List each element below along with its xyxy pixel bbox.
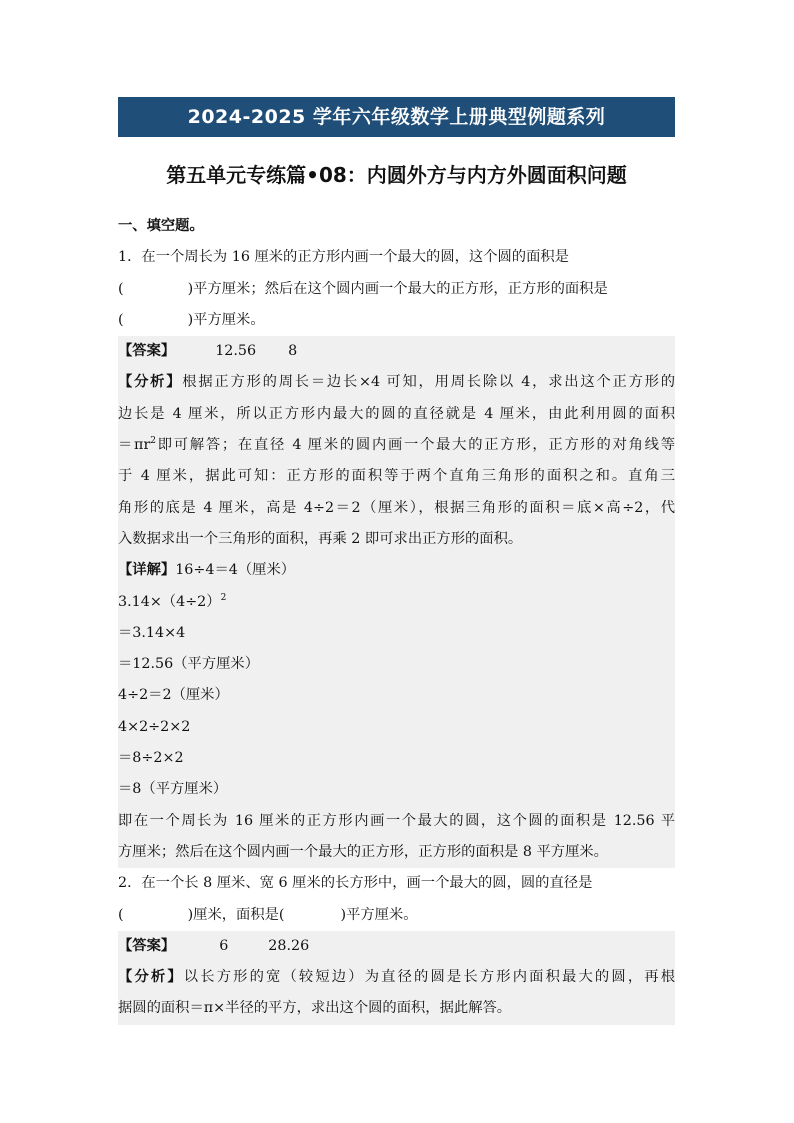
- q1-detail-text-1: 16÷4＝4（厘米）: [175, 562, 296, 579]
- q1-analysis-line-6: 入数据求出一个三角形的面积，再乘 2 即可求出正方形的面积。: [118, 524, 675, 555]
- q1-detail-line-8: ＝8（平方厘米）: [118, 774, 675, 805]
- q1-conclusion-line-1: 即在一个周长为 16 厘米的正方形内画一个最大的圆，这个圆的面积是 12.56 平: [118, 806, 675, 837]
- q1-answer-line: [118, 336, 675, 367]
- series-title: 2024-2025 学年六年级数学上册典型例题系列: [187, 106, 606, 128]
- q1-blank-1-open: (: [118, 280, 124, 297]
- q2-analysis-line-1: [118, 962, 675, 993]
- q1-analysis-formula: ＝πr: [118, 437, 151, 454]
- q2-analysis-text-1: 以长方形的宽（较短边）为直径的圆是长方形内面积最大的圆，再根: [183, 969, 675, 986]
- q1-analysis-formula-exponent: 2: [150, 436, 157, 447]
- q1-analysis-label: 【分析】: [118, 374, 183, 391]
- q2-answer-line: [118, 931, 675, 962]
- q2-blank-1-open: (: [118, 906, 124, 923]
- q1-stem-line-3-text: )平方厘米。: [187, 311, 265, 328]
- q2-stem-line-2: [118, 900, 675, 931]
- q1-detail-line-6: 4×2÷2×2: [118, 712, 675, 743]
- q2-answer-1: 6: [219, 937, 229, 954]
- q1-blank-2-open: (: [118, 311, 124, 328]
- q2-stem-line-2-mid: )厘米，面积是(: [187, 906, 285, 923]
- q1-stem-line-2: [118, 274, 675, 305]
- q1-detail-line-7: ＝8÷2×2: [118, 743, 675, 774]
- q2-answer-2: 28.26: [268, 937, 310, 954]
- q1-detail-text-2: 3.14×（4÷2）: [118, 593, 221, 610]
- q1-analysis-line-5: 角形的底是 4 厘米，高是 4÷2＝2（厘米），根据三角形的面积＝底×高÷2，代: [118, 493, 675, 524]
- q1-detail-label: 【详解】: [118, 562, 176, 579]
- unit-title: 第五单元专练篇•08：内圆外方与内方外圆面积问题: [166, 163, 627, 187]
- q1-stem-line-2-text: )平方厘米；然后在这个圆内画一个最大的正方形，正方形的面积是: [187, 280, 608, 297]
- q2-answer-label: 【答案】: [118, 937, 176, 954]
- q1-analysis-line-1: [118, 367, 675, 398]
- document-body: [118, 211, 675, 1025]
- q1-conclusion-line-2: 方厘米；然后在这个圆内画一个最大的正方形，正方形的面积是 8 平方厘米。: [118, 837, 675, 868]
- q1-analysis-line-3: [118, 430, 675, 461]
- q1-detail-line-3: ＝3.14×4: [118, 618, 675, 649]
- q1-detail-line-4: ＝12.56（平方厘米）: [118, 649, 675, 680]
- q2-stem-line-1: 2．在一个长 8 厘米、宽 6 厘米的长方形中，画一个最大的圆，圆的直径是: [118, 875, 593, 892]
- q2-stem-line-2-text: )平方厘米。: [340, 906, 418, 923]
- q1-stem-line-3: [118, 305, 675, 336]
- q1-detail-line-2: [118, 587, 675, 618]
- q1-analysis-line-2: 边长是 4 厘米，所以正方形内最大的圆的直径就是 4 厘米，由此利用圆的面积: [118, 399, 675, 430]
- q1-detail-line-5: 4÷2＝2（厘米）: [118, 680, 675, 711]
- q1-analysis-line-4: 于 4 厘米，据此可知：正方形的面积等于两个直角三角形的面积之和。直角三: [118, 461, 675, 492]
- q1-answer-2: 8: [288, 343, 298, 360]
- section-heading: 一、填空题。: [118, 218, 204, 234]
- q1-answer-label: 【答案】: [118, 343, 176, 360]
- q1-analysis-text-3: 即可解答；在直径 4 厘米的圆内画一个最大的正方形，正方形的对角线等: [156, 437, 675, 454]
- q1-detail-line-1: [118, 555, 675, 586]
- q2-analysis-label: 【分析】: [118, 969, 184, 986]
- q1-analysis-text-1: 根据正方形的周长＝边长×4 可知，用周长除以 4，求出这个正方形的: [182, 374, 675, 391]
- q1-detail-exponent: 2: [220, 592, 227, 603]
- q1-stem-line-1: 1．在一个周长为 16 厘米的正方形内画一个最大的圆，这个圆的面积是: [118, 249, 569, 266]
- q2-analysis-line-2: 据圆的面积＝π×半径的平方，求出这个圆的面积，据此解答。: [118, 993, 675, 1024]
- series-title-banner: [118, 97, 675, 137]
- q1-answer-1: 12.56: [215, 343, 257, 360]
